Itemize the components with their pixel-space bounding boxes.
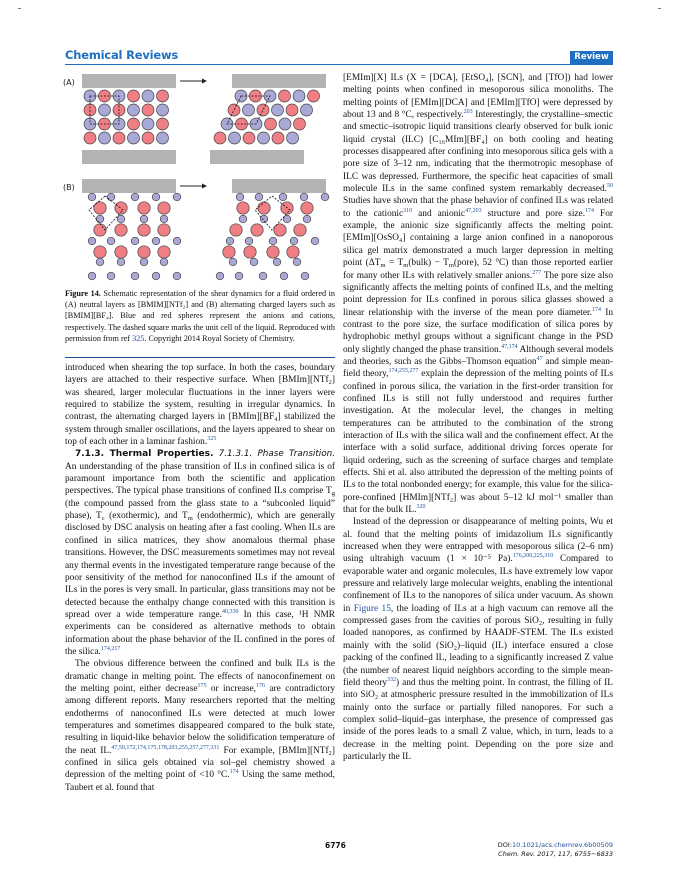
citation-link[interactable]: 47,203 (465, 207, 482, 214)
anion-sphere (140, 258, 148, 266)
figure-caption: Figure 14. Schematic representation of the shear dynamics for a fluid ordered in (A) neutral layers as [BMIM][NTf₂] and (B) alternating charged layers such as [BMIM][BF₄]. Blue and red spheres represent the anions and cations, respectively. The dashed square marks the unit cell of the liquid. Reproduced with permission from ref 325. Copyright 2014 Royal Society of Chemistry. (65, 289, 335, 343)
anion-sphere (173, 237, 181, 245)
anion-sphere (99, 104, 111, 116)
cation-sphere (308, 90, 320, 102)
cation-sphere (294, 224, 306, 236)
anion-sphere (279, 193, 287, 201)
paragraph: The obvious difference between the confined and bulk ILs is the dramatic change in melting point. The effects of nanoconfinement on the melting point, either decrease$^{175}$ or increase,$^{176}$ are contradictory among different reports. Many researchers reported that the melting endotherms of nanoconfined ILs were detected at much lower temperatures and sometimes disappeared compared to the bulk state, resulting in liquid-like behavior below the solidification temperature of the neat IL.$^{47,50,172,174,175,178,203,255,257,277,331}$ For example, [BMIm][NTf₂] confined in silica gels obtained via sol–gel chemistry showed a depression of the melting point of <10 °C.$^{174}$ Using the same method, Taubert et al. found that (65, 659, 336, 793)
citation-link[interactable]: 332 (386, 676, 396, 683)
citation-link[interactable]: 277 (532, 269, 542, 276)
anion-sphere (236, 193, 244, 201)
cation-sphere (301, 202, 313, 214)
anion-sphere (88, 193, 96, 201)
anion-sphere (250, 258, 258, 266)
section-heading: 7.1.3. Thermal Properties. (75, 449, 214, 460)
silica-wall (232, 74, 326, 88)
citation-link[interactable]: 174,255,277 (388, 368, 419, 375)
anion-sphere (131, 237, 139, 245)
anion-sphere (311, 237, 319, 245)
anion-sphere (128, 132, 140, 144)
cation-sphere (251, 224, 263, 236)
anion-sphere (128, 104, 140, 116)
figure-15-link[interactable]: Figure 15 (353, 603, 391, 614)
arrow-head (202, 184, 207, 189)
cation-sphere (294, 118, 306, 130)
anion-sphere (300, 193, 308, 201)
cation-sphere (142, 104, 154, 116)
paragraph: [EMIm][X] ILs (X = [DCA], [EtSO₄], [SCN], and [TfO]) had lower melting points when confined in mesoporous silica monoliths. The melting points of [EMIm][DCA] and [EMIm][TfO] were depressed by about 13 and 8 °C, respectively.$^{203}$ Interestingly, the crystalline–smectic and smectic–isotropic liquid transitions clearly observed for bulk ionic liquid crystal (ILC) [C₁₆MIm][BF₄] on both cooling and heating processes disappeared after confining into mesoporous silica gels with a pore size of 3–12 nm, indicating that the thermotropic mesophase of ILC was depressed. Furthermore, the specific heat capacities of small molecule ILs in the same confined system remarkably decreased.$^{50}$ Studies have shown that the phase behavior of confined ILs was related to the cationic$^{310}$ and anionic$^{47,203}$ structure and pore size.$^{174}$ For example, the anionic size significantly affects the melting point. [EMIm][OsSO₄] containing a large anion confined in a nanoporous silica gel matrix demonstrated a much larger depression in melting point ($\Delta T_m$ = $T_m(bulk)$ − $T_m(pore)$, 52 °C) than those reported earlier for many other ILs with relatively smaller anions.$^{277}$ The pore size also significantly affects the melting points of confined ILs, and the melting point depression for ILs confined in porous silica glasses showed a linear relationship with the inverse of the mean pore diameter.$^{174}$ In contrast to the pore size, the surface modification of silica pores by hydrophobic methyl groups without a significant change in the PSD only slightly changed the phase transition.$^{47,174}$ Although several models and theories, such as the Gibbs–Thomson equation$^{47}$ and simple mean-field theory,$^{174,255,277}$ explain the depression of the melting points of ILs confined in porous silica, the variation in the first-order transition for confined ILs is still not fully understood and requires further investigation. At the molecular level, the changes in melting temperatures can be attributed to the combination of the strong interaction of ILs with the silica wall and the confinement effect. At the interface with a solid surface, additional driving forces operate for liquid ordering, such as the screening of surface charges and template effects. Shi et al. also attributed the depression of the melting points of ILs to the total nonbonded energy; for example, this value for the silica-pore-confined [HMIm][NTf₂] was about 5–12 kJ mol⁻¹ smaller than that for the bulk IL.$^{320}$ (343, 73, 613, 516)
citation-link[interactable]: 176 (256, 682, 266, 689)
cation-sphere (265, 118, 277, 130)
subsection-heading: 7.1.3.1. Phase Transition. (213, 449, 335, 460)
citation-link[interactable]: 176,200,225,310 (512, 553, 554, 560)
anion-sphere (303, 215, 311, 223)
anion-sphere (96, 258, 104, 266)
anion-sphere (279, 118, 291, 130)
citation-link[interactable]: 47,50,172,174,175,178,203,255,257,277,331 (111, 744, 220, 751)
anion-sphere (259, 272, 267, 280)
doi-block: DOI:10.1021/acs.chemrev.6b00509 Chem. Rev. 2017, 117, 6755−6833 (497, 841, 613, 858)
panel-a-label: (A) (63, 78, 75, 87)
paragraph: Instead of the depression or disappearance of melting points, Wu et al. found that the melting points of imidazolium ILs significantly increased when they were entrapped with mesoporous silica (2–6 nm) using ultrahigh vacuum (1 × 10⁻⁵ Pa).$^{176,200,225,310}$ Compared to evaporable water and organic molecules, ILs have extremely low vapor pressure and relatively large molecular weights, enabling the intentional confinement of ILs to the nanopores of silica under vacuum. As shown in Figure 15, the loading of ILs at a high vacuum can remove all the compressed gases from the cavities of porous SiO₂, resulting in fully loaded nanopores, as confirmed by HAADF-STEM. The ILs existed mainly with the solid (SiO₂)–liquid (IL) interface ensured a close packing of the confined IL, leading to a significantly increased Z value (the number of nearest liquid neighbors according to the simple mean-field theory$^{332}$) and thus the melting point. In contrast, the filling of IL into SiO₂ at atmospheric pressure resulted in the immobilization of ILs mainly onto the surface or partially filled nanopores. For such a complex solid–liquid–gas interphase, the presence of compressed gas inside of the pores leads to a small Z value, which, in turn, leads to a decrease in the melting point. Depending on the pore size and particularly the IL (343, 517, 614, 762)
cation-sphere (286, 104, 298, 116)
anion-sphere (140, 215, 148, 223)
anion-sphere (99, 132, 111, 144)
anion-sphere (173, 272, 181, 280)
cation-sphere (258, 202, 270, 214)
anion-sphere (283, 215, 291, 223)
anion-sphere (96, 215, 104, 223)
caption-ref-link[interactable]: 325 (132, 333, 145, 343)
anion-sphere (260, 215, 268, 223)
anion-sphere (229, 258, 237, 266)
cation-sphere (142, 132, 154, 144)
cation-sphere (223, 246, 235, 258)
paragraph: introduced when shearing the top surface. In both the cases, boundary layers are attached to their respective surface. When [BMIm][NTf₂] was sheared, larger molecular fluctuations in the inner layers were required to stabilize the system, resulting in irregular dynamics. In contrast, the alternating charged layers in [BMIm][BF₄] stabilized the system through smaller oscillations, and the layers appeared to shear on top of each other in a laminar fashion.$^{325}$ (65, 363, 335, 448)
cation-sphere (230, 224, 242, 236)
anion-sphere (131, 193, 139, 201)
panel-b-label: (B) (63, 183, 75, 192)
cation-sphere (138, 224, 150, 236)
page-number: 6776 (325, 841, 346, 850)
anion-sphere (280, 272, 288, 280)
anion-sphere (88, 237, 96, 245)
anion-sphere (272, 104, 284, 116)
cation-sphere (267, 246, 279, 258)
silica-wall (82, 150, 176, 164)
silica-wall (232, 179, 326, 193)
anion-sphere (235, 272, 243, 280)
anion-sphere (157, 132, 169, 144)
cation-sphere (157, 118, 169, 130)
anion-sphere (117, 215, 125, 223)
crop-mark (658, 8, 661, 9)
anion-sphere (290, 237, 298, 245)
anion-sphere (142, 118, 154, 130)
anion-sphere (255, 193, 263, 201)
anion-sphere (117, 258, 125, 266)
anion-sphere (107, 193, 115, 201)
anion-sphere (160, 215, 168, 223)
citation-link[interactable]: 175 (197, 682, 207, 689)
anion-sphere (152, 237, 160, 245)
citation-link[interactable]: 174 (229, 769, 239, 776)
anion-sphere (160, 258, 168, 266)
header-rule (65, 64, 613, 65)
right-column (343, 72, 613, 763)
silica-wall (82, 179, 176, 193)
anion-sphere (301, 272, 309, 280)
cation-sphere (257, 104, 269, 116)
anion-sphere (216, 272, 224, 280)
anion-sphere (239, 215, 247, 223)
citation-link[interactable]: 47,174 (501, 343, 518, 350)
cation-sphere (274, 224, 286, 236)
anion-sphere (173, 193, 181, 201)
anion-sphere (131, 272, 139, 280)
cation-sphere (138, 246, 150, 258)
arrow-head (202, 79, 207, 84)
anion-sphere (301, 104, 313, 116)
citation-link[interactable]: 320 (416, 504, 426, 511)
cation-sphere (158, 246, 170, 258)
anion-sphere (287, 132, 299, 144)
silica-wall (210, 150, 304, 164)
anion-sphere (229, 132, 241, 144)
anion-sphere (293, 258, 301, 266)
anion-sphere (273, 258, 281, 266)
cation-sphere (272, 132, 284, 144)
anion-sphere (293, 90, 305, 102)
caption-label: Figure 14. (65, 289, 101, 298)
cation-sphere (214, 132, 226, 144)
anion-sphere (258, 132, 270, 144)
crop-mark (18, 8, 21, 9)
cation-sphere (157, 90, 169, 102)
caption-rule (65, 357, 335, 358)
cation-sphere (243, 132, 255, 144)
left-column (65, 362, 335, 794)
anion-sphere (152, 272, 160, 280)
anion-sphere (142, 90, 154, 102)
cation-sphere (158, 224, 170, 236)
anion-sphere (107, 237, 115, 245)
cation-sphere (94, 224, 106, 236)
citation-link[interactable]: 50 (607, 183, 613, 190)
citation-link[interactable]: 203 (463, 109, 473, 116)
citation-link[interactable]: 174,217 (100, 645, 121, 652)
citation-link[interactable]: 174 (585, 207, 595, 214)
doi-link[interactable]: 10.1021/acs.chemrev.6b00509 (512, 841, 613, 849)
cation-sphere (115, 224, 127, 236)
anion-sphere (245, 237, 253, 245)
anion-sphere (269, 237, 277, 245)
journal-citation: Chem. Rev. 2017, 117, 6755−6833 (498, 850, 613, 858)
journal-title: Chemical Reviews (65, 48, 179, 62)
cation-sphere (279, 90, 291, 102)
anion-sphere (243, 104, 255, 116)
cation-sphere (228, 104, 240, 116)
cation-sphere (158, 202, 170, 214)
cation-sphere (287, 246, 299, 258)
cation-sphere (138, 202, 150, 214)
figure-14-schematic (60, 72, 350, 282)
anion-sphere (88, 272, 96, 280)
citation-link[interactable]: 47 (536, 355, 543, 362)
silica-wall (82, 74, 176, 88)
cation-sphere (113, 132, 125, 144)
cation-sphere (128, 118, 140, 130)
anion-sphere (321, 193, 329, 201)
cation-sphere (244, 246, 256, 258)
anion-sphere (157, 104, 169, 116)
cation-sphere (115, 246, 127, 258)
citation-link[interactable]: 174 (591, 306, 601, 313)
cation-sphere (237, 202, 249, 214)
citation-link[interactable]: 40,330 (221, 608, 239, 615)
citation-link[interactable]: 310 (403, 207, 413, 214)
article-type-badge: Review (570, 51, 613, 64)
paragraph: 7.1.3. Thermal Properties. 7.1.3.1. Phase Transition. An understanding of the phase transition of ILs in confined silica is of paramount importance from both the scientific and application perspectives. The typical phase transitions of confined ILs comprise $T_g$ (the compound passed from the glass state to a “subcooled liquid” phase), $T_c$ (exothermic), and $T_m$ (endothermic), which are generally disclosed by DSC analysis on heating after a fast cooling. When ILs are confined in silica matrices, they show anomalous thermal phase transitions. However, the DSC measurements sometimes may not reveal any thermal events in the investigated temperature range because of the poor sensitivity of the method for nanoconfined ILs if the amount of ILs in the pores is very small. In particular, glass transitions may not be detected because the enthalpy change connected with this transition is spread over a wide temperature range.$^{40,330}$ In this case, ¹H NMR experiments can be considered as alternative methods to obtain information about the phase behavior of the IL confined in the pores of the silica.$^{174,217}$ (65, 449, 336, 657)
cation-sphere (84, 132, 96, 144)
anion-sphere (152, 193, 160, 201)
citation-link[interactable]: 325 (207, 436, 217, 443)
anion-sphere (107, 272, 115, 280)
cation-sphere (94, 246, 106, 258)
anion-sphere (226, 237, 234, 245)
cation-sphere (128, 90, 140, 102)
